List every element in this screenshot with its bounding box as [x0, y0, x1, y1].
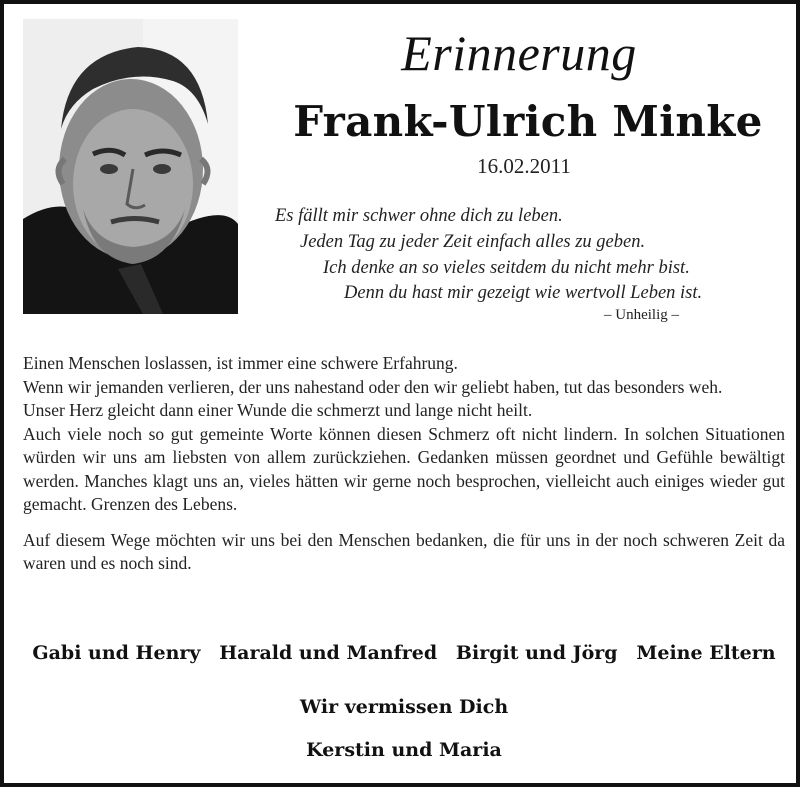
poem-author: – Unheilig – [604, 307, 679, 323]
mourner-group: Gabi und Henry [32, 642, 201, 664]
heading-erinnerung: Erinnerung [401, 25, 637, 81]
portrait-image [23, 19, 238, 314]
poem-line-4: Denn du hast mir gezeigt wie wertvoll Leben ist. [344, 283, 703, 303]
poem-line-1: Es fällt mir schwer ohne dich zu leben. [275, 206, 563, 226]
body-paragraph: Auf diesem Wege möchten wir uns bei den Menschen bedanken, die für uns in der noch schweren Zeit da waren und es noch sind. [23, 529, 785, 573]
poem-line-2: Jeden Tag zu jeder Zeit einfach alles zu geben. [300, 232, 646, 252]
mourner-group: Birgit und Jörg [455, 642, 618, 664]
death-date: 16.02.2011 [477, 154, 571, 178]
body-paragraph: Wenn wir jemanden verlieren, der uns nahestand oder den wir geliebt haben, tut das besonders weh. [23, 376, 723, 397]
body-paragraph: Auch viele noch so gut gemeinte Worte können diesen Schmerz oft nicht lindern. In solchen Situationen würden wir uns am liebsten von allem zurückziehen. Gedanken müssen geordnet und Gefühle bewältigt werden. Manches klagt uns an, vieles hätten wir gerne noch besprochen, vielleicht auch einiges wieder gut gemacht. Grenzen des Lebens. [23, 423, 785, 514]
mourner-group: Meine Eltern [636, 642, 776, 664]
body-paragraph: Einen Menschen loslassen, ist immer eine schwere Erfahrung. [23, 353, 458, 373]
body-text [23, 352, 785, 576]
portrait-photo [23, 19, 238, 314]
mourner-group: Harald und Manfred [219, 642, 438, 664]
mourner-groups [23, 642, 785, 664]
poem-line-3: Ich denke an so vieles seitdem du nicht mehr bist. [323, 258, 690, 278]
body-paragraph: Unser Herz gleicht dann einer Wunde die schmerzt und lange nicht heilt. [23, 400, 533, 420]
missed-line: Wir vermissen Dich [299, 696, 509, 718]
deceased-name: Frank-Ulrich Minke [293, 97, 763, 146]
final-names: Kerstin und Maria [306, 739, 502, 761]
